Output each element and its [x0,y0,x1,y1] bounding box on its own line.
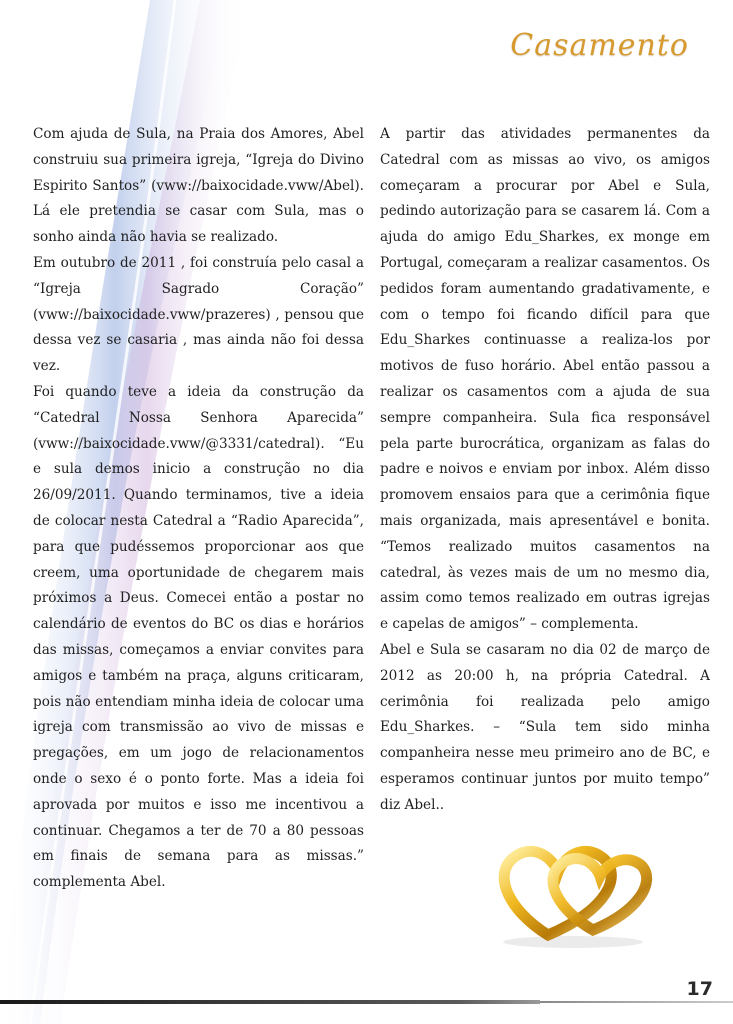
paragraph: Abel e Sula se casaram no dia 02 de março de 2012 as 20:00 h, na própria Catedral. A cerimônia foi realizada pelo amigo Edu_Sharkes. – “Sula tem sido minha companheira nesse meu primeiro ano de BC, e esperamos continuar juntos por muito tempo” diz Abel.. [380,641,710,813]
footer-divider-light [540,1001,733,1003]
paragraph: A partir das atividades permanentes da Catedral com as missas ao vivo, os amigos começaram a procurar por Abel e Sula, pedindo autorização para se casarem lá. Com a ajuda do amigo Edu_Sharkes, ex monge em Portugal, começaram a realizar casamentos. Os pedidos foram aumentando gradativamente, e com o tempo foi ficando difícil para que Edu_Sharkes continuasse a realiza-los por motivos de fuso horário. Abel então passou a realizar os casamentos com a ajuda de sua sempre companheira. Sula fica responsável pela parte burocrática, organizam as falas do padre e noivos e enviam por inbox. Além disso promovem ensaios para que a cerimônia fique mais organizada, mais apresentável e bonita. “Temos realizado muitos casamentos na catedral, às vezes mais de um no mesmo dia, assim como temos realizado em outras igrejas e capelas de amigos” – complementa. [380,126,710,633]
right-column [380,122,710,819]
paragraph: Com ajuda de Sula, na Praia dos Amores, Abel construiu sua primeira igreja, “Igreja do Divino Espirito Santos” (vww://baixocidade.vww/Abel). Lá ele pretendia se casar com Sula, mas o sonho ainda não havia se realizado. [33,126,364,246]
paragraph: Foi quando teve a ideia da construção da “Catedral Nossa Senhora Aparecida” (vww://baixocidade.vww/@3331/catedral). “Eu e sula demos inicio a construção no dia 26/09/2011. Quando terminamos, tive a ideia de colocar nesta Catedral a “Radio Aparecida”, para que pudéssemos proporcionar aos que creem, uma oportunidade de chegarem mais próximos a Deus. Comecei então a postar no calendário de eventos do BC os dias e horários das missas, começamos a enviar convites para amigos e também na praça, alguns criticaram, pois não entendiam minha ideia de colocar uma igreja com transmissão ao vivo de missas e pregações, em um jogo de relacionamentos onde o sexo é o ponto forte. Mas a ideia foi aprovada por muitos e isso me incentivou a continuar. Chegamos a ter de 70 a 80 pessoas em finais de semana para as missas.” complementa Abel. [33,383,364,891]
casamento-logo: Casamento [510,28,689,63]
paragraph: Em outubro de 2011 , foi construía pelo casal a “Igreja Sagrado Coração” (vww://baixocidade.vww/prazeres) , pensou que dessa vez se casaria , mas ainda não foi dessa vez. [33,254,364,375]
page-number: 17 [686,978,713,1000]
wedding-rings-image [488,830,658,950]
left-column [33,122,364,896]
footer-divider [0,1000,540,1004]
